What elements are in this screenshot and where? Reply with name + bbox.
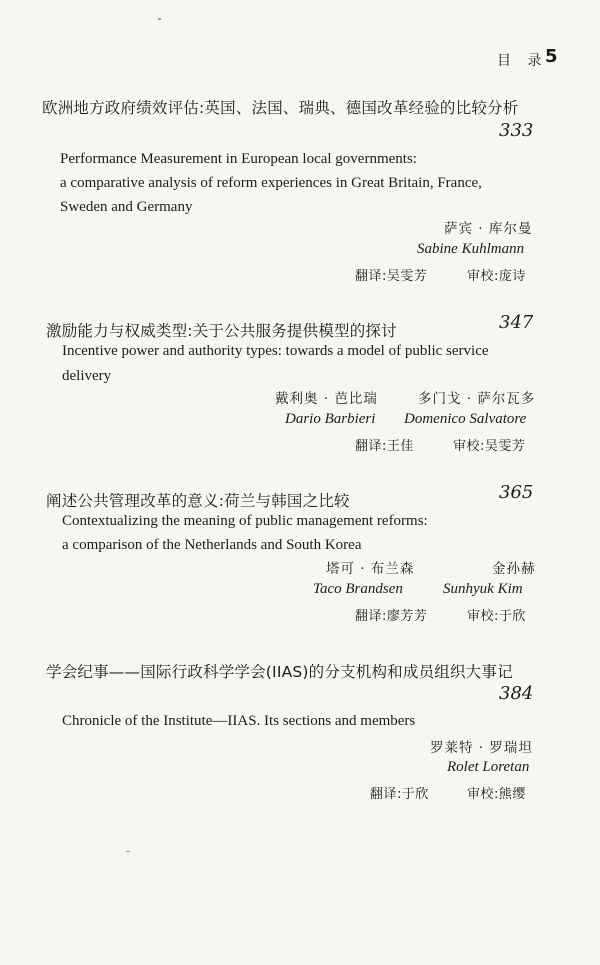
author-chinese-name: 金孙赫 — [492, 561, 536, 577]
entry-page-number: 365 — [499, 482, 534, 503]
entry-english-title-line: a comparative analysis of reform experiences in Great Britain, France, — [60, 175, 482, 191]
entry-chinese-title: 阐述公共管理改革的意义:荷兰与韩国之比较 — [46, 492, 350, 510]
author-english-name: Taco Brandsen — [313, 581, 403, 597]
running-header-label: 目 录 — [497, 53, 548, 69]
author-english-name: Domenico Salvatore — [404, 411, 527, 427]
entry-chinese-title: 激励能力与权威类型:关于公共服务提供模型的探讨 — [46, 322, 397, 340]
entry-english-title-line: delivery — [62, 368, 112, 384]
author-chinese-name: 多门戈 · 萨尔瓦多 — [418, 391, 536, 407]
author-chinese-name: 萨宾 · 库尔曼 — [444, 221, 533, 237]
author-english-name: Sabine Kuhlmann — [417, 241, 525, 257]
translator-credit: 翻译:王佳 — [355, 439, 414, 454]
translator-credit: 翻译:于欣 — [370, 787, 429, 802]
author-chinese-name: 罗莱特 · 罗瑞坦 — [430, 740, 533, 756]
entry-english-title-line: Sweden and Germany — [60, 199, 193, 215]
translator-credit: 翻译:廖芳芳 — [355, 609, 428, 624]
entry-chinese-title: 学会纪事——国际行政科学学会(IIAS)的分支机构和成员组织大事记 — [46, 663, 513, 681]
author-chinese-name: 塔可 · 布兰森 — [326, 561, 415, 577]
reviewer-credit: 审校:熊缨 — [467, 787, 526, 802]
scan-speck — [158, 18, 161, 20]
entry-english-title-line: Performance Measurement in European local governments: — [60, 151, 417, 167]
running-header-page-number: 5 — [545, 46, 558, 67]
entry-chinese-title: 欧洲地方政府绩效评估:英国、法国、瑞典、德国改革经验的比较分析 — [42, 99, 519, 117]
translator-credit: 翻译:吴雯芳 — [355, 269, 428, 284]
entry-english-title-line: Contextualizing the meaning of public management reforms: — [62, 513, 428, 529]
entry-english-title-line: Chronicle of the Institute—IIAS. Its sections and members — [62, 713, 416, 729]
entry-english-title-line: a comparison of the Netherlands and South Korea — [62, 537, 362, 553]
author-chinese-name: 戴利奥 · 芭比瑞 — [275, 391, 378, 407]
author-english-name: Dario Barbieri — [285, 411, 376, 427]
reviewer-credit: 审校:于欣 — [467, 609, 526, 624]
entry-page-number: 384 — [499, 683, 534, 704]
entry-english-title-line: Incentive power and authority types: towards a model of public service — [62, 343, 489, 359]
entry-page-number: 347 — [499, 312, 534, 333]
reviewer-credit: 审校:庞诗 — [467, 269, 526, 284]
author-english-name: Rolet Loretan — [447, 759, 530, 775]
author-english-name: Sunhyuk Kim — [443, 581, 523, 597]
entry-page-number: 333 — [499, 120, 534, 141]
scan-speck — [126, 851, 130, 852]
reviewer-credit: 审校:吴雯芳 — [453, 439, 526, 454]
